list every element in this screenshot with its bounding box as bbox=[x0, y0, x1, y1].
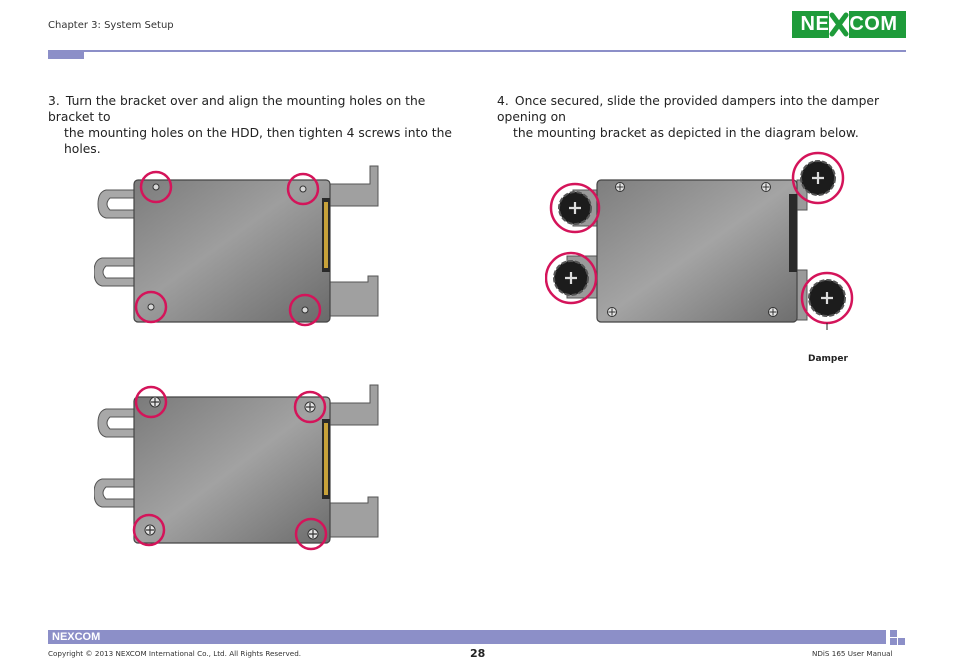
screw-icon bbox=[616, 183, 625, 192]
step-3-number: 3. bbox=[48, 94, 60, 108]
page-number: 28 bbox=[470, 647, 486, 660]
footer-bar bbox=[48, 630, 886, 644]
bracket-plate bbox=[597, 180, 797, 322]
copyright-text: Copyright © 2013 NEXCOM International Co., Ltd. All Rights Reserved. bbox=[48, 649, 302, 658]
footer-square-icon bbox=[890, 638, 897, 645]
screw-icon bbox=[608, 308, 617, 317]
screw-icon bbox=[762, 183, 771, 192]
screw-icon bbox=[308, 529, 318, 539]
damper-icon bbox=[801, 161, 835, 195]
logo-x-icon bbox=[829, 11, 849, 38]
screw-icon bbox=[145, 525, 155, 535]
step-4-line-1: Once secured, slide the provided dampers into the damper opening on bbox=[497, 94, 879, 124]
step-3-line-2: the mounting holes on the HDD, then tighten 4 screws into the holes. bbox=[64, 126, 452, 156]
nexcom-logo bbox=[792, 11, 906, 38]
footer-square-icon bbox=[898, 638, 905, 645]
mounting-hole bbox=[302, 307, 308, 313]
screw-icon bbox=[305, 402, 315, 412]
manual-name: NDiS 165 User Manual bbox=[812, 649, 893, 658]
step-4-number: 4. bbox=[497, 94, 509, 108]
damper-icon bbox=[809, 280, 845, 316]
mounting-hole bbox=[148, 304, 154, 310]
footer-logo: NEXCOM bbox=[52, 631, 101, 643]
screw-icon bbox=[150, 397, 160, 407]
step-3-text bbox=[48, 93, 468, 157]
step-3-line-1: Turn the bracket over and align the mounting holes on the bracket to bbox=[48, 94, 426, 124]
logo-text-left: NE bbox=[800, 13, 830, 35]
chapter-title: Chapter 3: System Setup bbox=[48, 20, 174, 31]
mounting-hole bbox=[300, 186, 306, 192]
damper-caption: Damper bbox=[808, 354, 848, 364]
logo-text-right: COM bbox=[849, 13, 898, 35]
hdd-bracket-screws-photo bbox=[94, 383, 384, 553]
mounting-hole bbox=[153, 184, 159, 190]
hdd-bracket-alignment-photo bbox=[94, 162, 384, 332]
damper-icon bbox=[559, 192, 591, 224]
header-accent-block bbox=[48, 51, 84, 59]
footer-square-icon bbox=[890, 630, 897, 637]
screw-icon bbox=[769, 308, 778, 317]
damper-installation-photo bbox=[545, 150, 855, 330]
step-4-line-2: the mounting bracket as depicted in the diagram below. bbox=[513, 126, 859, 140]
sata-connector bbox=[789, 194, 797, 272]
damper-icon bbox=[554, 261, 588, 295]
step-4-text bbox=[497, 93, 917, 141]
header-rule bbox=[48, 50, 906, 52]
